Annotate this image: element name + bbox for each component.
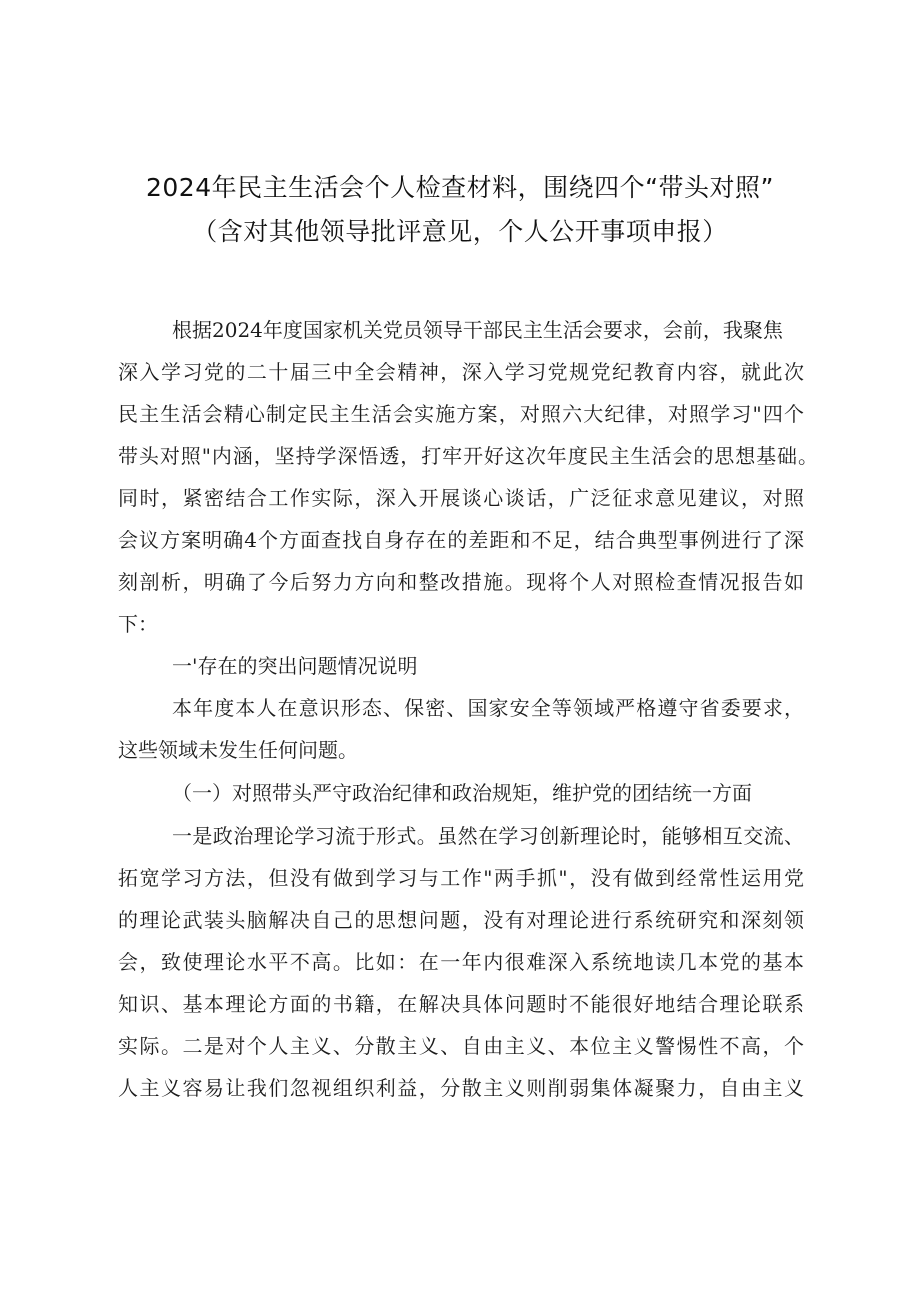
body-line-1: 根据2024年度国家机关党员领导干部民主生活会要求，会前，我聚焦 bbox=[172, 318, 783, 342]
body-line-8: 下： bbox=[118, 612, 158, 636]
body-line-19: 人主义容易让我们忽视组织利益，分散主义则削弱集体凝聚力，自由主义 bbox=[118, 1076, 804, 1100]
body-line-15: 的理论武装头脑解决自己的思想问题，没有对理论进行系统研究和深刻领 bbox=[118, 908, 804, 932]
body-line-7: 刻剖析，明确了今后努力方向和整改措施。现将个人对照检查情况报告如 bbox=[118, 570, 804, 594]
body-line-2: 深入学习党的二十届三中全会精神，深入学习党规党纪教育内容，就此次 bbox=[118, 360, 804, 384]
body-line-5: 同时，紧密结合工作实际，深入开展谈心谈话，广泛征求意见建议，对照 bbox=[118, 486, 804, 510]
body-line-10: 本年度本人在意识形态、保密、国家安全等领域严格遵守省委要求， bbox=[172, 696, 804, 720]
section-heading-1: 一'存在的突出问题情况说明 bbox=[172, 654, 418, 678]
document-title-line-2: （含对其他领导批评意见，个人公开事项申报） bbox=[192, 217, 728, 246]
body-line-3: 民主生活会精心制定民主生活会实施方案，对照六大纪律，对照学习"四个 bbox=[118, 402, 804, 426]
body-line-16: 会，致使理论水平不高。比如：在一年内很难深入系统地读几本党的基本 bbox=[118, 950, 804, 974]
body-line-17: 知识、基本理论方面的书籍，在解决具体问题时不能很好地结合理论联系 bbox=[118, 992, 804, 1016]
body-line-4: 带头对照"内涵，坚持学深悟透，打牢开好这次年度民主生活会的思想基础。 bbox=[118, 444, 818, 468]
subsection-heading-1: （一）对照带头严守政治纪律和政治规矩，维护党的团结统一方面 bbox=[172, 781, 752, 805]
body-line-13: 一是政治理论学习流于形式。虽然在学习创新理论时，能够相互交流、 bbox=[172, 824, 804, 848]
body-line-6: 会议方案明确4个方面查找自身存在的差距和不足，结合典型事例进行了深 bbox=[118, 528, 804, 552]
document-title-line-1: 2024年民主生活会个人检查材料，围绕四个“带头对照” bbox=[145, 173, 775, 202]
body-line-11: 这些领域未发生任何问题。 bbox=[118, 738, 358, 762]
body-line-18: 实际。二是对个人主义、分散主义、自由主义、本位主义警惕性不高，个 bbox=[118, 1034, 804, 1058]
body-line-14: 拓宽学习方法，但没有做到学习与工作"两手抓"，没有做到经常性运用党 bbox=[118, 866, 804, 890]
